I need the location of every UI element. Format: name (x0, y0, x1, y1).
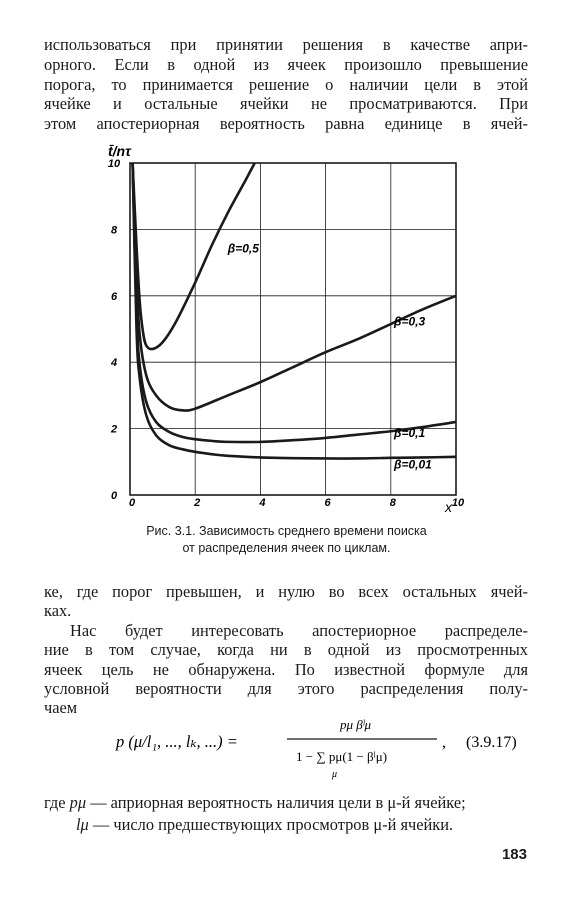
text-line: орного. Если в одной из ячеек произошло превышение (44, 55, 528, 74)
formula-lhs: p (μ/l₁, ..., lₖ, ...) = (116, 732, 238, 751)
x-tick-label: 6 (324, 497, 331, 509)
curve-series-2 (133, 163, 456, 442)
symbol-l-mu: lμ (76, 815, 89, 834)
formula-denominator: 1 − ∑ pμ(1 − βˡμ) (296, 749, 388, 764)
y-tick-label: 4 (110, 357, 118, 370)
y-tick-label: 6 (110, 290, 118, 303)
x-tick-label: 0 (128, 497, 136, 509)
text-line: ние в том случае, когда ни в одной из просмотренных (44, 640, 528, 659)
series-label: β=0,1 (394, 425, 426, 440)
search-time-chart (0, 130, 573, 520)
definition-line-1 (44, 794, 466, 812)
y-tick-label: 8 (110, 224, 118, 237)
formula-3-9-17 (0, 705, 573, 781)
text-line: этом апостериорная вероятность равна единице в ячей- (44, 114, 528, 133)
definition-text: — априорная вероятность наличия цели в μ-й ячейке; (90, 793, 466, 812)
x-axis-label: x (445, 499, 452, 515)
y-axis-label: t̄/nτ (108, 143, 131, 159)
text-line: Нас будет интересовать апостериорное распределе- (70, 621, 528, 640)
curve-series-1 (133, 163, 456, 411)
text-line: ячейке и остальные ячейки не просматриваются. При (44, 94, 528, 113)
where-word: где (44, 793, 66, 812)
y-tick-label: 0 (110, 490, 118, 502)
text-line: чаем (44, 698, 78, 717)
grid (130, 163, 456, 495)
definition-line-2 (76, 816, 453, 834)
equation-number: (3.9.17) (466, 734, 517, 751)
text-line: использоваться при принятии решения в качестве апри- (44, 35, 528, 54)
y-tick-label: 10 (107, 158, 121, 170)
x-tick-label: 2 (194, 497, 201, 509)
series-label: β=0,3 (394, 314, 426, 329)
text-line: условной вероятности для этого распределения полу- (44, 679, 528, 698)
series-label: β=0,01 (394, 457, 432, 472)
x-tick-label: 8 (389, 497, 396, 509)
formula-comma: , (442, 734, 446, 751)
figure-caption-line2: от распределения ячеек по циклам. (182, 541, 391, 555)
definition-text: — число предшествующих просмотров μ-й ячейки. (92, 815, 454, 834)
x-tick-label: 4 (259, 497, 266, 509)
text-line: ке, где порог превышен, и нулю во всех остальных ячей- (44, 582, 528, 601)
symbol-p-mu: pμ (69, 793, 87, 812)
text-line: ячеек цель не обнаружена. По известной формуле для (44, 660, 528, 679)
sum-index: μ (332, 769, 338, 780)
series-label: β=0,5 (227, 241, 259, 256)
text-line: порога, то принимается решение о наличии цели в этой (44, 75, 528, 94)
formula-numerator: pμ βˡμ (340, 717, 372, 732)
curves (133, 130, 456, 459)
plot-frame (130, 163, 456, 495)
text-line: ках. (44, 601, 72, 620)
x-tick-label: 10 (451, 497, 465, 509)
y-tick-label: 2 (110, 423, 118, 436)
figure-caption-line1: Рис. 3.1. Зависимость среднего времени поиска (146, 524, 427, 538)
page-number: 183 (501, 846, 527, 863)
